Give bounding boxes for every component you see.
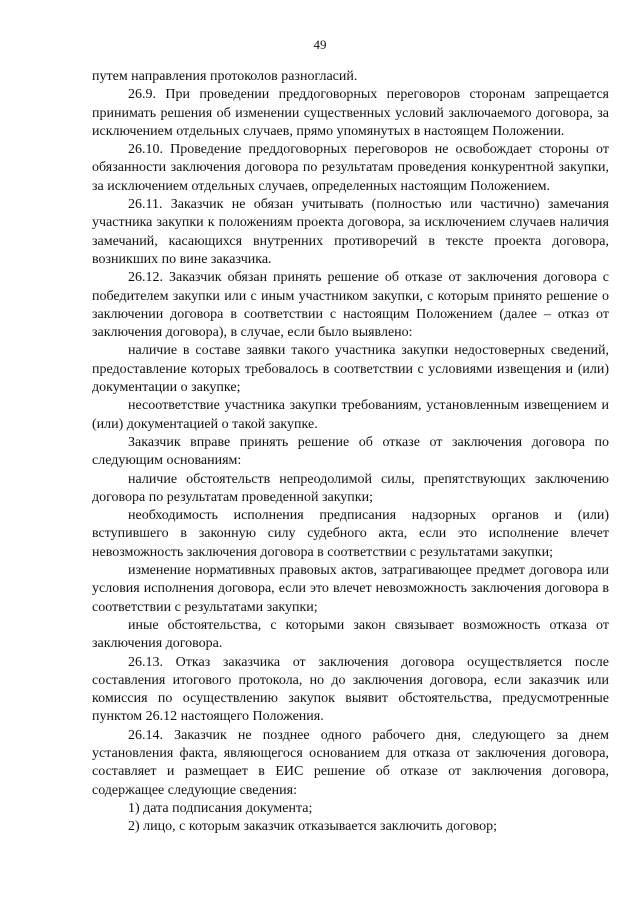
clause-26-12-item-noncompliance: несоответствие участника закупки требованиям, установленным извещением и (или) документацией о такой закупке. <box>92 398 609 432</box>
clause-26-12-optional-refusal: Заказчик вправе принять решение об отказе от заключения договора по следующим основаниям: <box>92 434 609 469</box>
paragraph-continuation: путем направления протоколов разногласий. <box>92 69 358 84</box>
clause-26-10: 26.10. Проведение преддоговорных переговоров не освобождает стороны от обязанности заключения договора по результатам проведения конкурентной закупки, за исключением отдельных случаев, определенных настоящим Положением. <box>92 142 609 194</box>
document-body <box>92 68 609 836</box>
clause-26-13: 26.13. Отказ заказчика от заключения договора осуществляется после составления итогового протокола, но до заключения договора, если заказчик или комиссия по осуществлению закупок выявит обстоятельства, предусмотренные пунктом 26.12 настоящего Положения. <box>92 654 609 725</box>
clause-26-12-item-false-info: наличие в составе заявки такого участника закупки недостоверных сведений, предоставление которых требовалось в соответствии с условиями извещения и (или) документации о закупке; <box>92 343 609 396</box>
clause-26-14-item-2: 2) лицо, с которым заказчик отказывается заключить договор; <box>128 819 497 835</box>
clause-26-12: 26.12. Заказчик обязан принять решение об отказе от заключения договора с победителем закупки или с иным участником закупки, с которым принято решение о заключении договора в соответствии с настоящим Положением (далее – отказ от заключения договора), в случае, если было выявлено: <box>92 270 609 341</box>
refusal-ground-court-order: необходимость исполнения предписания надзорных органов и (или) вступившего в законную силу судебного акта, если это исполнение влечет невозможность заключения договора в соответствии с результатами закупки; <box>92 508 609 560</box>
refusal-ground-force-majeure: наличие обстоятельств непреодолимой силы, препятствующих заключению договора по результатам проведенной закупки; <box>92 471 609 505</box>
clause-26-14-item-1: 1) дата подписания документа; <box>128 800 313 816</box>
refusal-ground-other: иные обстоятельства, с которыми закон связывает возможность отказа от заключения договора. <box>92 617 609 652</box>
refusal-ground-law-change: изменение нормативных правовых актов, затрагивающее предмет договора или условия исполнения договора, если это влечет невозможность заключения договора в соответствии с результатами закупки; <box>92 563 609 615</box>
clause-26-14: 26.14. Заказчик не позднее одного рабочего дня, следующего за днем установления факта, являющегося основанием для отказа от заключения договора, составляет и размещает в ЕИС решение об отказе от заключения договора, содержащее следующие сведения: <box>92 727 609 798</box>
page-number: 49 <box>313 37 327 52</box>
clause-26-11: 26.11. Заказчик не обязан учитывать (полностью или частично) замечания участника закупки к положениям проекта договора, за исключением случаев наличия замечаний, касающихся внутренних противоречий в тексте проекта договора, возникших по вине заказчика. <box>92 197 609 267</box>
clause-26-9: 26.9. При проведении преддоговорных переговоров сторонам запрещается принимать решения об изменении существенных условий заключаемого договора, за исключением отдельных случаев, прямо упомянутых в настоящем Положении. <box>92 87 609 139</box>
